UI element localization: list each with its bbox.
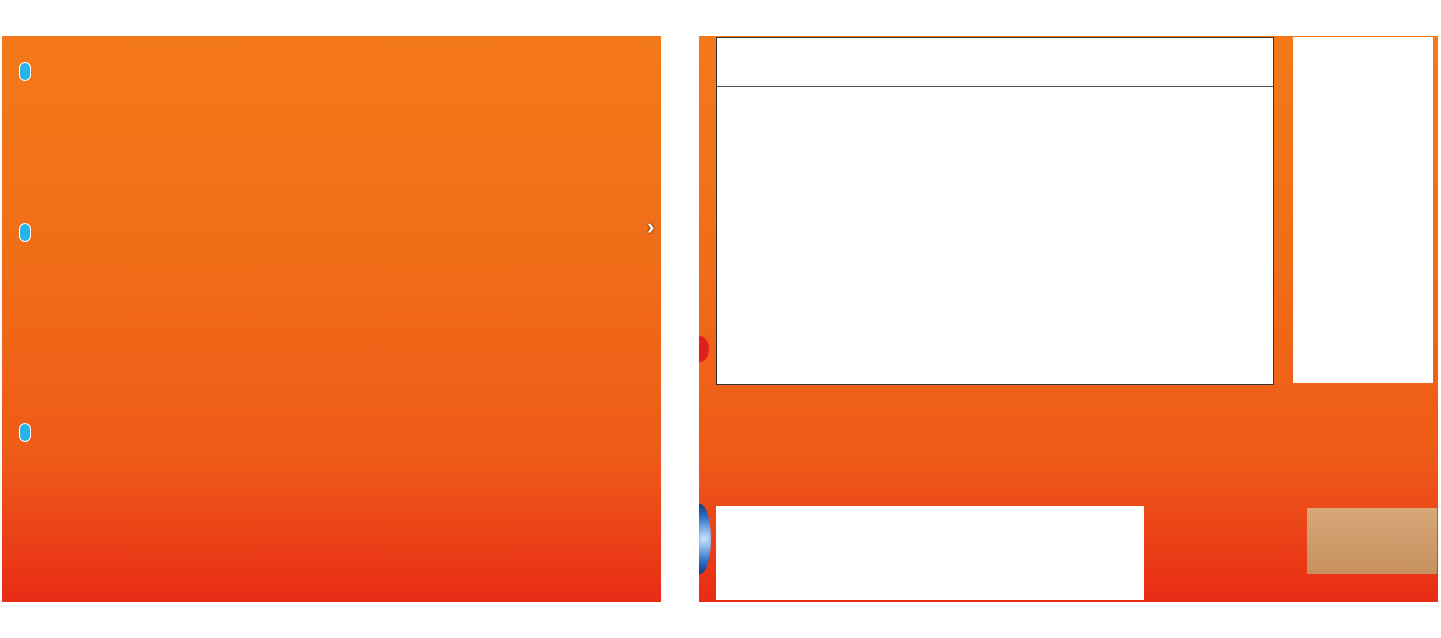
decorative-red-dot [699, 336, 709, 362]
barcode-digits [1403, 37, 1431, 383]
fold-arrow-icon: › [647, 214, 655, 239]
nutrition-header-row [717, 38, 1273, 87]
ru-badge [19, 223, 31, 242]
left-label-panel [2, 36, 661, 602]
section-ru [19, 222, 659, 243]
barcode [1293, 37, 1433, 383]
section-eng [19, 422, 659, 443]
eng-title [19, 422, 659, 443]
ua-badge [19, 62, 31, 81]
right-label-panel [699, 36, 1438, 602]
ua-title [19, 61, 659, 82]
section-ua [19, 61, 659, 82]
net-weight-box [1307, 508, 1437, 574]
nutrition-header [717, 38, 1273, 46]
ru-title [19, 222, 659, 243]
date-lot-blank-box [716, 506, 1144, 600]
nutrition-table [716, 37, 1274, 385]
eng-badge [19, 423, 31, 442]
decorative-blue-shape [699, 504, 711, 574]
